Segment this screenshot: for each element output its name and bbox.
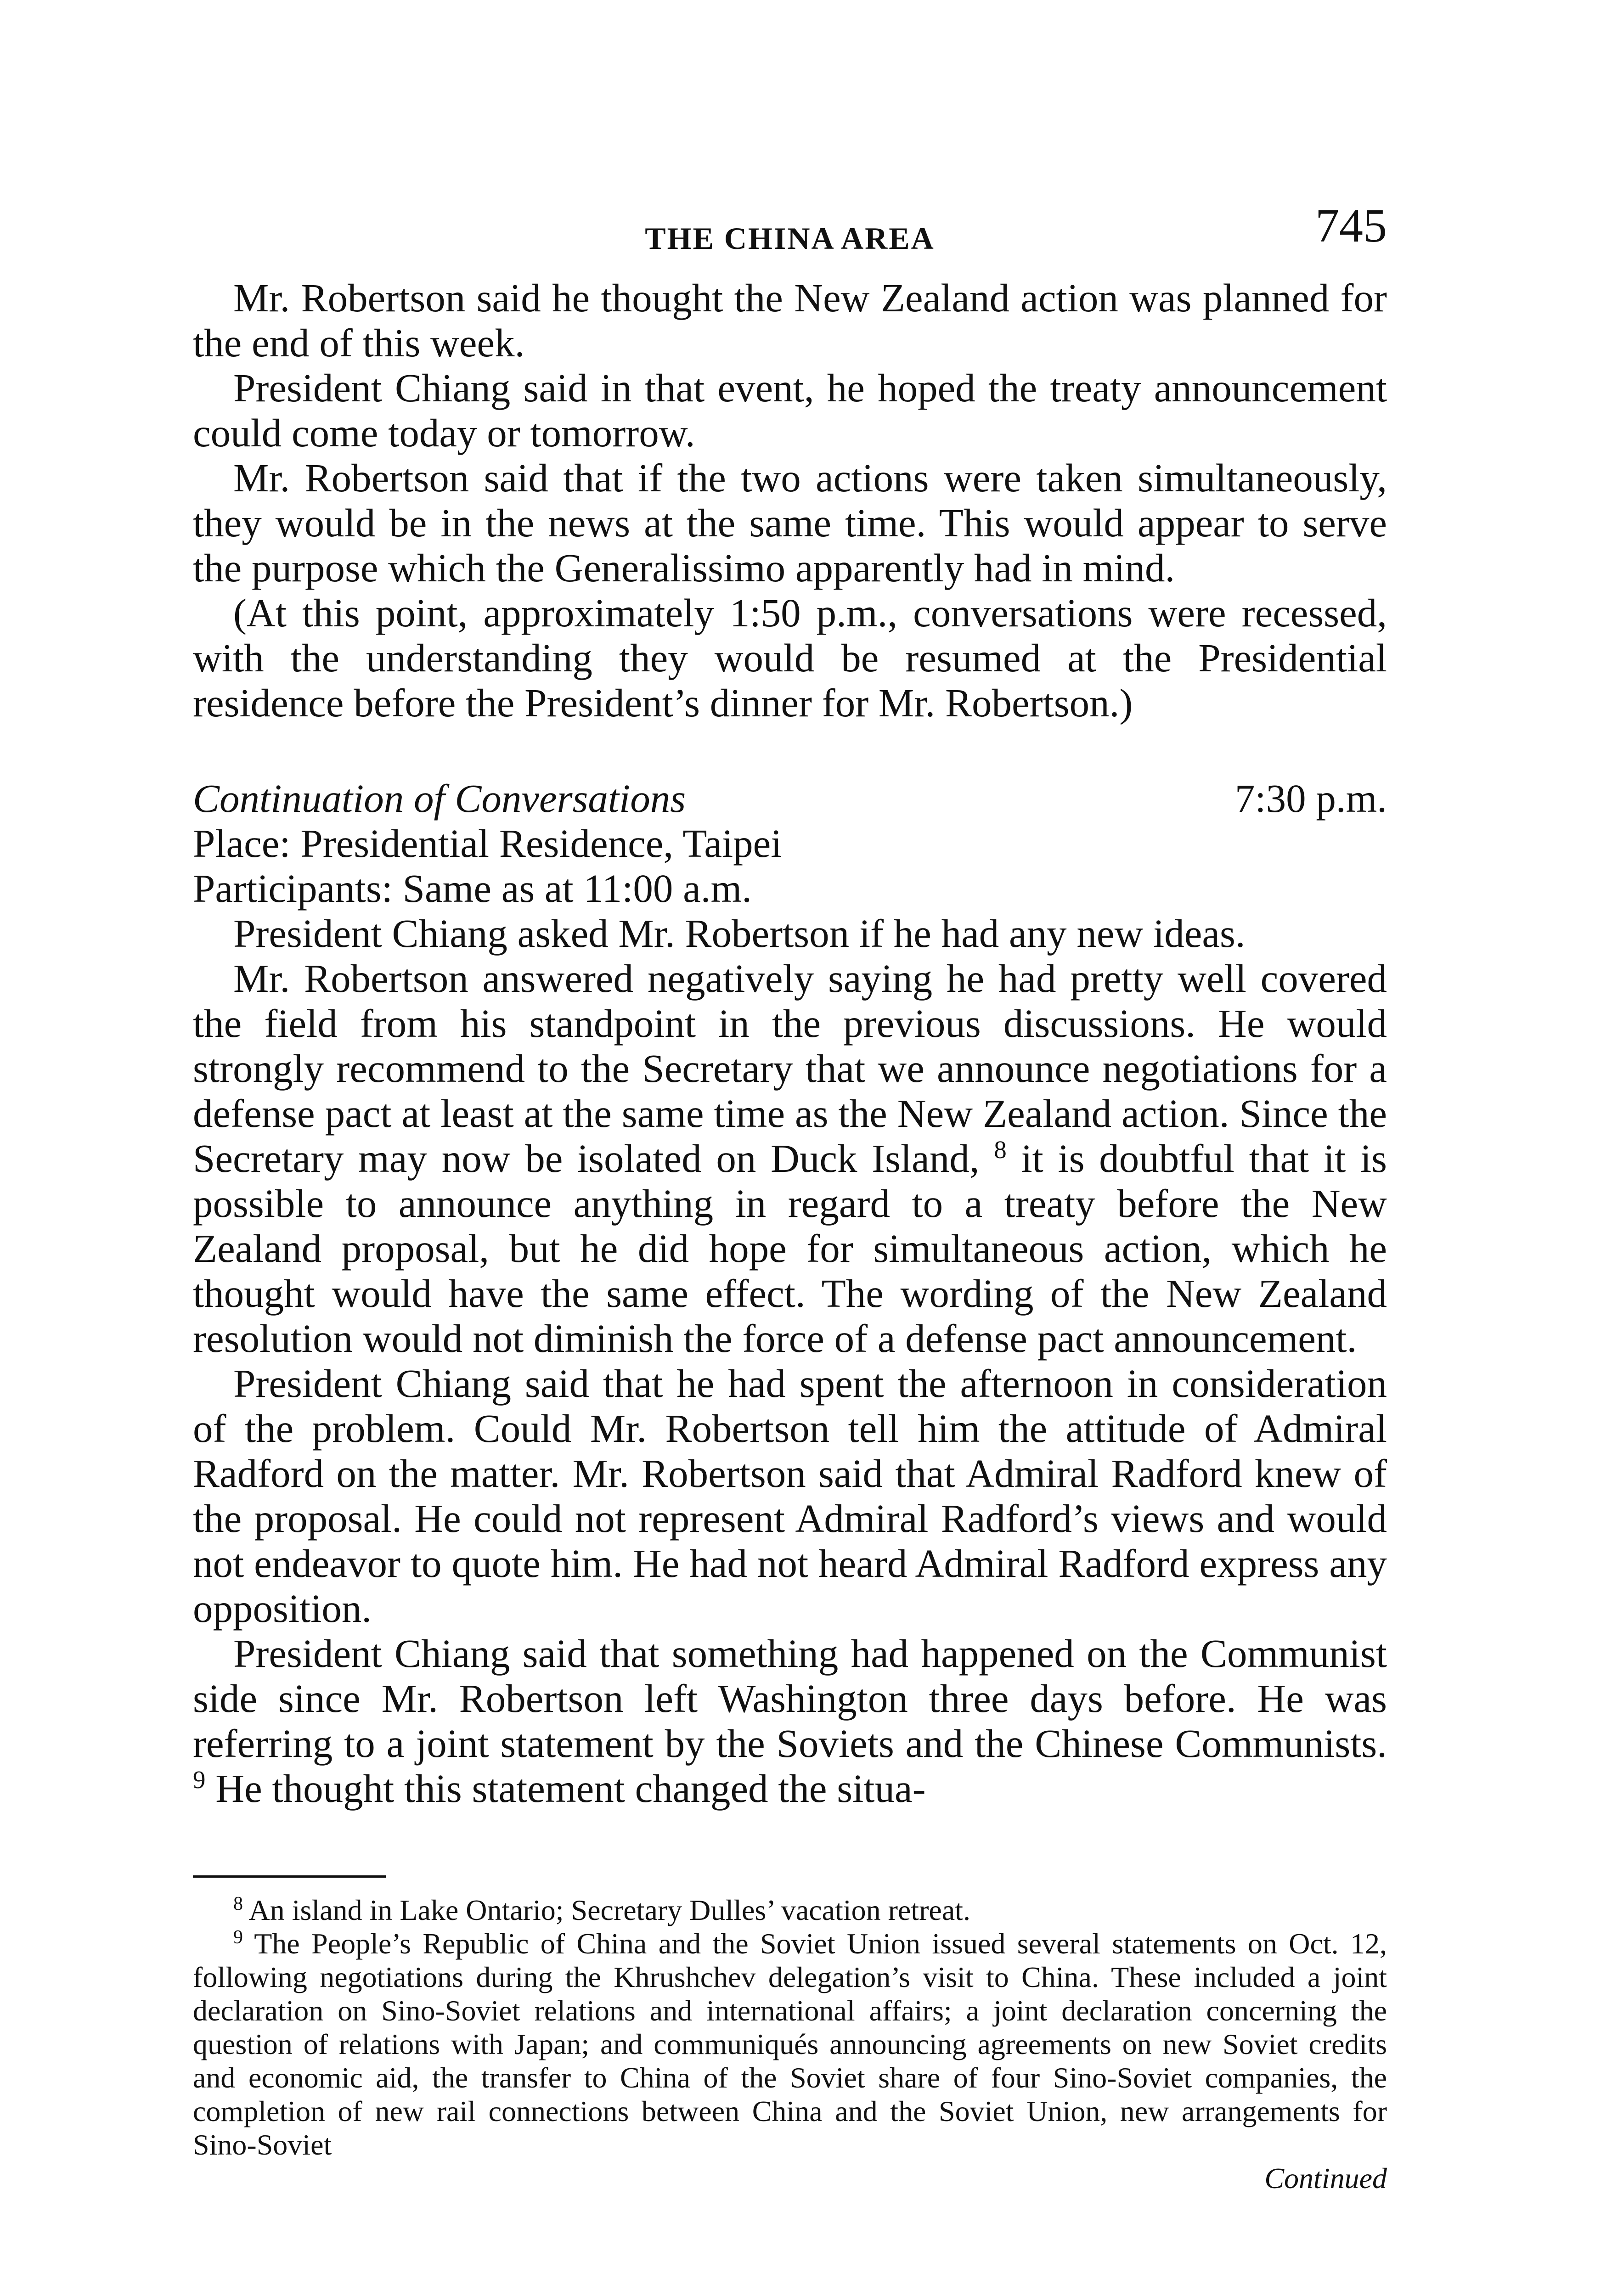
- place-line: Place: Presidential Residence, Taipei: [193, 821, 782, 866]
- paragraph-text: Mr. Robertson answered negatively saying he had pretty well covered the field from his standpoint in the previous discussions. He would strongly recommend to the Secretary that we announce negotiations for a defense pact at least at the same time as the New Zealand action. Since the Secretary may now be isolated on Duck Island,: [193, 956, 1387, 1181]
- paragraph: [193, 956, 1387, 1361]
- paragraph: Mr. Robertson said he thought the New Zealand action was planned for the end of this week.: [193, 276, 1387, 365]
- paragraph-text: President Chiang said that something had happened on the Communist side since Mr. Robertson left Washington three days before. He was referring to a joint statement by the Soviets and the Chinese Communists.: [193, 1631, 1387, 1766]
- participants-line: Participants: Same as at 11:00 a.m.: [193, 866, 752, 911]
- paragraph: [193, 1631, 1387, 1811]
- continued-label: Continued: [1264, 2162, 1387, 2195]
- section-title: Continuation of Conversations: [193, 776, 686, 821]
- paragraph: Mr. Robertson said that if the two actions were taken simultaneously, they would be in the news at the same time. This would appear to serve the purpose which the Generalissimo apparently had in mind.: [193, 456, 1387, 590]
- body-text: [193, 276, 1387, 1811]
- paragraph: President Chiang said that he had spent the afternoon in consideration of the problem. Could Mr. Robertson tell him the attitude of Admiral Radford on the matter. Mr. Robertson said that Admiral Radford knew of the proposal. He could not represent Admiral Radford’s views and would not endeavor to quote him. He had not heard Admiral Radford express any opposition.: [193, 1361, 1387, 1631]
- footnote-marker: 8: [233, 1893, 243, 1914]
- page-number: 745: [1315, 199, 1387, 252]
- document-page: [193, 199, 1387, 2195]
- footnotes: [193, 1893, 1387, 2195]
- paragraph-text: it is doubtful that it is possible to announce anything in regard to a treaty before the New Zealand proposal, but he did hope for simultaneous action, which he thought would have the same effect. The wording of the New Zealand resolution would not diminish the force of a defense pact announcement.: [193, 1136, 1387, 1361]
- running-head: THE CHINA AREA: [645, 221, 935, 256]
- footnote-divider: [193, 1875, 386, 1878]
- footnote-text: An island in Lake Ontario; Secretary Dulles’ vacation retreat.: [243, 1894, 970, 1926]
- section-time: 7:30 p.m.: [1234, 776, 1387, 821]
- footnote-marker: 9: [233, 1927, 243, 1948]
- paragraph: President Chiang asked Mr. Robertson if he had any new ideas.: [233, 911, 1246, 956]
- footnote-8: [193, 1893, 1387, 1927]
- footnote-text: The People’s Republic of China and the Soviet Union issued several statements on Oct. 12, following negotiations during the Khrushchev delegation’s visit to China. These included a joint declaration on Sino-Soviet relations and international affairs; a joint declaration concerning the question of relations with Japan; and communiqués announcing agreements on new Soviet credits and economic aid, the transfer to China of the Soviet share of four Sino-Soviet companies, the completion of new rail connections between China and the Soviet Union, new arrangements for Sino-Soviet: [193, 1927, 1387, 2161]
- footnote-9: [193, 1927, 1387, 2161]
- paragraph: (At this point, approximately 1:50 p.m., conversations were recessed, with the understanding they would be resumed at the Presidential residence before the President’s dinner for Mr. Robertson.): [193, 591, 1387, 725]
- paragraph: President Chiang said in that event, he hoped the treaty announcement could come today or tomorrow.: [193, 366, 1387, 455]
- page-header: [193, 199, 1387, 276]
- footnote-ref-9[interactable]: 9: [193, 1766, 206, 1794]
- footnote-ref-8[interactable]: 8: [994, 1136, 1007, 1164]
- paragraph-text: He thought this statement changed the situa-: [205, 1766, 926, 1811]
- section-heading: [193, 776, 1387, 821]
